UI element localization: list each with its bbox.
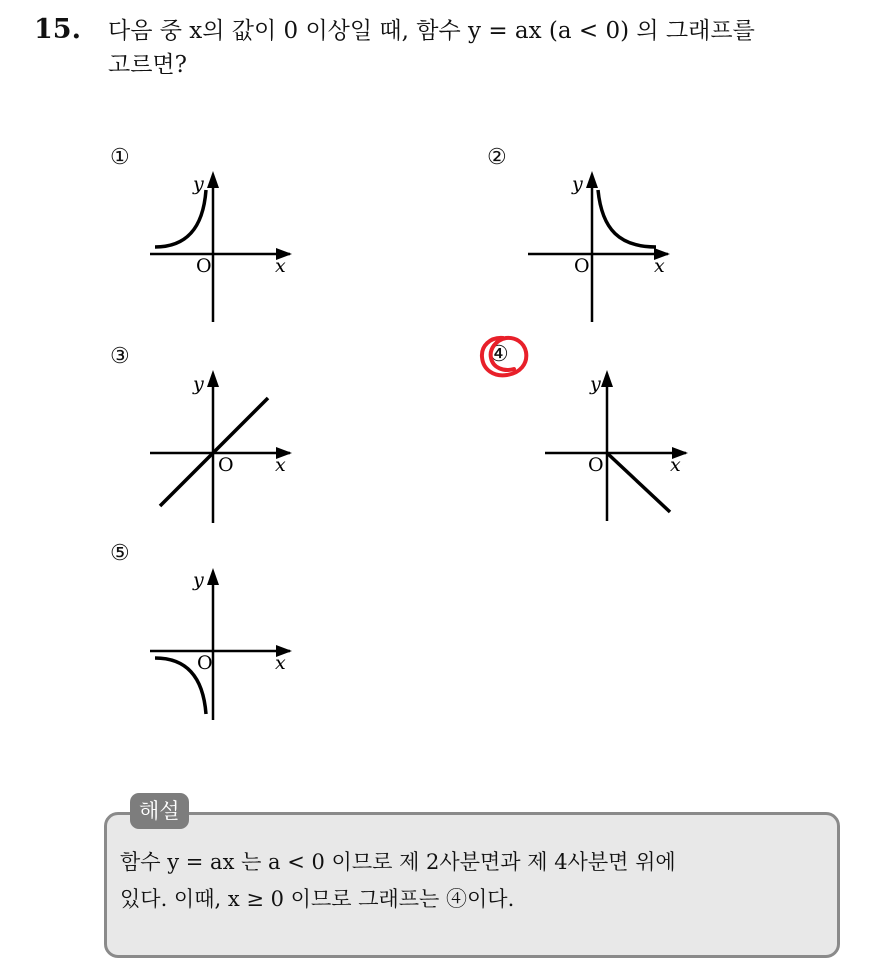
explanation-line-1: 함수 y = ax 는 a < 0 이므로 제 2사분면과 제 4사분면 위에 bbox=[120, 850, 676, 874]
y-axis-label: y bbox=[193, 569, 204, 591]
question-number: 15. bbox=[34, 14, 81, 45]
choice-3-label[interactable]: ③ bbox=[110, 344, 130, 369]
origin-label: O bbox=[196, 255, 212, 277]
x-axis-label: x bbox=[670, 454, 681, 476]
x-axis-label: x bbox=[275, 454, 286, 476]
x-axis-label: x bbox=[654, 255, 665, 277]
origin-label: O bbox=[574, 255, 590, 277]
x-axis-label: x bbox=[275, 255, 286, 277]
explanation-line-2: 있다. 이때, x ≥ 0 이므로 그래프는 ④이다. bbox=[120, 887, 515, 911]
y-axis-label: y bbox=[572, 173, 583, 195]
explanation-tag: 해설 bbox=[130, 793, 189, 829]
y-axis-label: y bbox=[590, 373, 601, 395]
origin-label: O bbox=[197, 652, 213, 674]
y-arrow-icon bbox=[207, 568, 219, 585]
x-axis-label: x bbox=[275, 652, 286, 674]
choice-4-label[interactable]: ④ bbox=[489, 342, 509, 367]
choice-2-label[interactable]: ② bbox=[487, 145, 507, 170]
choice-5-label[interactable]: ⑤ bbox=[110, 541, 130, 566]
choice-1-label[interactable]: ① bbox=[110, 145, 130, 170]
question-line-1: 다음 중 x의 값이 0 이상일 때, 함수 y = ax (a < 0) 의 그래프를 bbox=[108, 18, 755, 44]
question-line-2: 고르면? bbox=[108, 52, 187, 78]
y-axis-label: y bbox=[193, 173, 204, 195]
y-axis-label: y bbox=[193, 373, 204, 395]
explanation-text bbox=[120, 844, 832, 918]
origin-label: O bbox=[588, 454, 604, 476]
origin-label: O bbox=[218, 454, 234, 476]
